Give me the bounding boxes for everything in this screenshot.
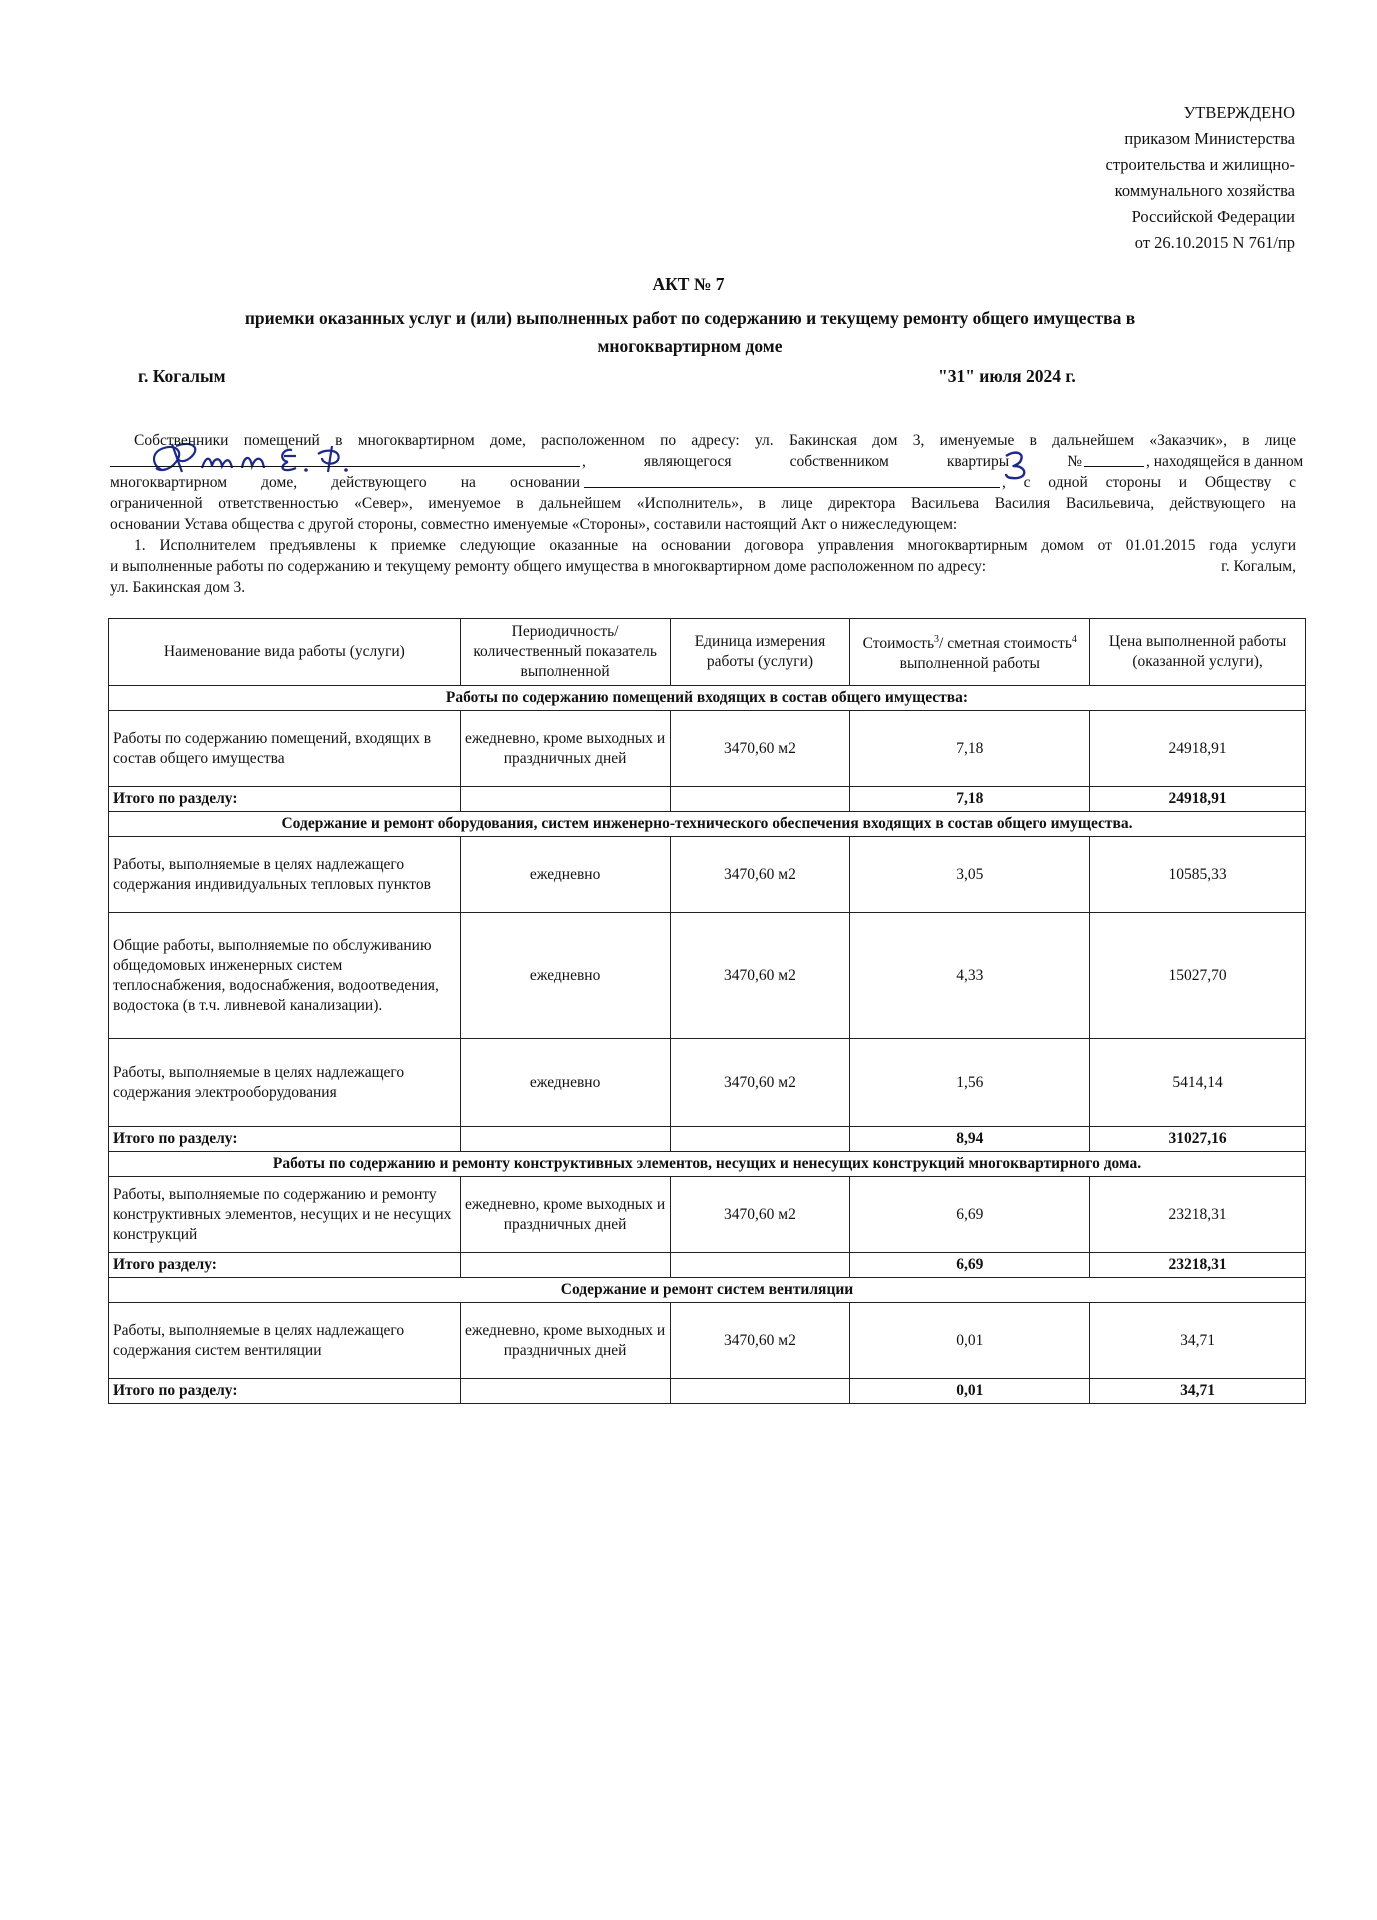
intro-text: многоквартирном доме, действующего на основании	[110, 474, 580, 491]
act-city: г. Когалым	[138, 366, 226, 386]
total-row: Итого по разделу: 0,01 34,71	[109, 1379, 1306, 1404]
act-date: "31" июля 2024 г.	[938, 366, 1076, 386]
total-row: Итого по разделу: 7,18 24918,91	[109, 787, 1306, 812]
representative-blank	[110, 451, 580, 467]
table-row: Работы, выполняемые по содержанию и ремонту конструктивных элементов, несущих и не несущих конструкций ежедневно, кроме выходных и праздничных дней 3470,60 м2 6,69 23218,31	[109, 1177, 1306, 1253]
intro-line	[110, 556, 1296, 577]
table-row: Общие работы, выполняемые по обслуживанию общедомовых инженерных систем теплоснабжения, водоснабжения, водоотведения, водостока (в т.ч. ливневой канализации). ежедневно 3470,60 м2 4,33 15027,70	[109, 913, 1306, 1039]
intro-line	[110, 472, 1296, 493]
table-header-row	[109, 619, 1306, 686]
intro-line: 1. Исполнителем предъявлены к приемке следующие оказанные на основании договора управления многоквартирным домом от 01.01.2015 года услуги	[134, 537, 1296, 554]
act-title: АКТ № 7	[652, 274, 725, 294]
total-row: Итого по разделу: 8,94 31027,16	[109, 1127, 1306, 1152]
section-row: Работы по содержанию и ремонту конструктивных элементов, несущих и ненесущих конструкций многоквартирного дома.	[109, 1152, 1306, 1177]
approval-line: приказом Министерства	[1124, 129, 1295, 148]
header-period: Периодичность/ количественный показатель выполненной	[460, 619, 670, 686]
intro-line: ул. Бакинская дом 3.	[110, 579, 246, 596]
intro-text: , с одной стороны и Обществу с	[1002, 474, 1296, 491]
approval-line: УТВЕРЖДЕНО	[1183, 103, 1295, 122]
intro-line	[110, 451, 1304, 472]
intro-text: , являющегося собственником квартиры №	[582, 453, 1082, 470]
approval-line: строительства и жилищно-	[1105, 155, 1295, 174]
approval-line: коммунального хозяйства	[1114, 181, 1295, 200]
section-row: Содержание и ремонт оборудования, систем инженерно-технического обеспечения входящих в состав общего имущества.	[109, 812, 1306, 837]
approval-line: Российской Федерации	[1131, 207, 1295, 226]
act-subtitle: приемки оказанных услуг и (или) выполненных работ по содержанию и текущему ремонту общего имущества в многоквартирном доме	[244, 308, 1136, 356]
table-row: Работы по содержанию помещений, входящих в состав общего имущества ежедневно, кроме выходных и праздничных дней 3470,60 м2 7,18 24918,91	[109, 711, 1306, 787]
header-name: Наименование вида работы (услуги)	[109, 619, 461, 686]
header-price: Цена выполненной работы (оказанной услуги),	[1090, 619, 1306, 686]
table-row: Работы, выполняемые в целях надлежащего содержания систем вентиляции ежедневно, кроме выходных и праздничных дней 3470,60 м2 0,01 34,71	[109, 1303, 1306, 1379]
table-row: Работы, выполняемые в целях надлежащего содержания индивидуальных тепловых пунктов ежедневно 3470,60 м2 3,05 10585,33	[109, 837, 1306, 913]
intro-text: г. Когалым,	[1221, 558, 1296, 575]
section-row: Содержание и ремонт систем вентиляции	[109, 1278, 1306, 1303]
basis-blank	[584, 472, 1000, 488]
apartment-blank	[1084, 451, 1144, 467]
total-row: Итого разделу: 6,69 23218,31	[109, 1253, 1306, 1278]
intro-paragraph	[110, 430, 1304, 598]
section-row: Работы по содержанию помещений входящих в состав общего имущества:	[109, 686, 1306, 711]
approval-block	[965, 100, 1295, 256]
header-cost: Стоимость$^3$/ сметная стоимость$^4$ выполненной работы	[850, 619, 1090, 686]
works-table	[108, 618, 1306, 1404]
intro-line: ограниченной ответственностью «Север», именуемое в дальнейшем «Исполнитель», в лице директора Васильева Василия Васильевича, действующего на	[110, 495, 1296, 512]
approval-line: от 26.10.2015 N 761/пр	[1134, 233, 1295, 252]
table-row: Работы, выполняемые в целях надлежащего содержания электрооборудования ежедневно 3470,60 м2 1,56 5414,14	[109, 1039, 1306, 1127]
intro-text: , находящейся в данном	[1146, 453, 1304, 470]
intro-line: основании Устава общества с другой стороны, совместно именуемые «Стороны», составили настоящий Акт о нижеследующем:	[110, 516, 958, 533]
header-unit: Единица измерения работы (услуги)	[670, 619, 850, 686]
intro-text: и выполненные работы по содержанию и текущему ремонту общего имущества в многоквартирном доме расположенном по адресу:	[110, 558, 987, 575]
intro-line: Собственники помещений в многоквартирном доме, расположенном по адресу: ул. Бакинская дом 3, именуемые в дальнейшем «Заказчик», в лице	[134, 432, 1296, 449]
